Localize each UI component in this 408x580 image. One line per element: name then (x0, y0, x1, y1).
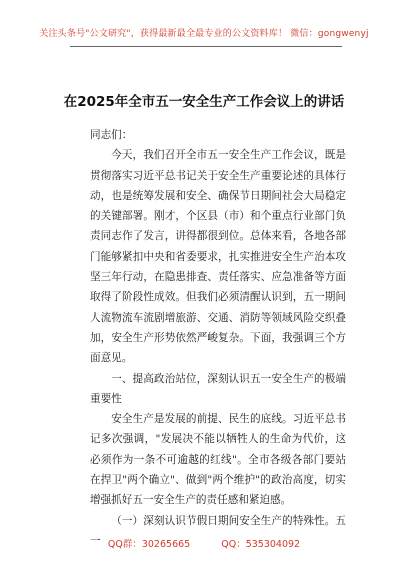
qq-number: QQ：535304092 (221, 539, 301, 550)
section-paragraph: 安全生产是发展的前提、民生的底线。习近平总书记多次强调，"发展决不能以牺牲人的生命为代价，这必须作为一条不可逾越的红线"。全市各级各部门要站在捍卫"两个确立"、做到"两个维护"的政治高度，切实增强抓好五一安全生产的责任感和紧迫感。 (90, 413, 346, 507)
footer (0, 536, 408, 550)
subheading: （一）深刻认识节假日期间安全生产的特殊性。五一 (90, 514, 346, 547)
document-title: 在2025年全市五一安全生产工作会议上的讲话 (63, 94, 345, 110)
header-divider (70, 46, 342, 47)
document-body (90, 125, 346, 551)
header-note: 关注头条号"公文研究"，获得最新最全最专业的公文资料库！ 微信：gongwenyj (39, 29, 369, 39)
qq-group: QQ群：30265665 (107, 539, 191, 550)
salutation: 同志们： (90, 129, 133, 141)
section-heading: 一、提高政治站位，深刻认识五一安全生产的极端重要性 (90, 372, 346, 405)
body-paragraph: 今天，我们召开全市五一安全生产工作会议，既是贯彻落实习近平总书记关于安全生产重要论述的具体行动，也是统筹发展和安全、确保节日期间社会大局稳定的关键部署。刚才，个区县（市）和个重点行业部门负责同志作了发言，讲得都很到位。总体来看，各地各部门能够紧扣中央和省委要求，扎实推进安全生产治本攻坚三年行动，在隐患排查、责任落实、应急准备等方面取得了阶段性成效。但我们必须清醒认识到，五一期间人流物流车流剧增旅游、交通、消防等领域风险交织叠加，安全生产形势依然严峻复杂。下面，我强调三个方面意见。 (90, 149, 346, 365)
